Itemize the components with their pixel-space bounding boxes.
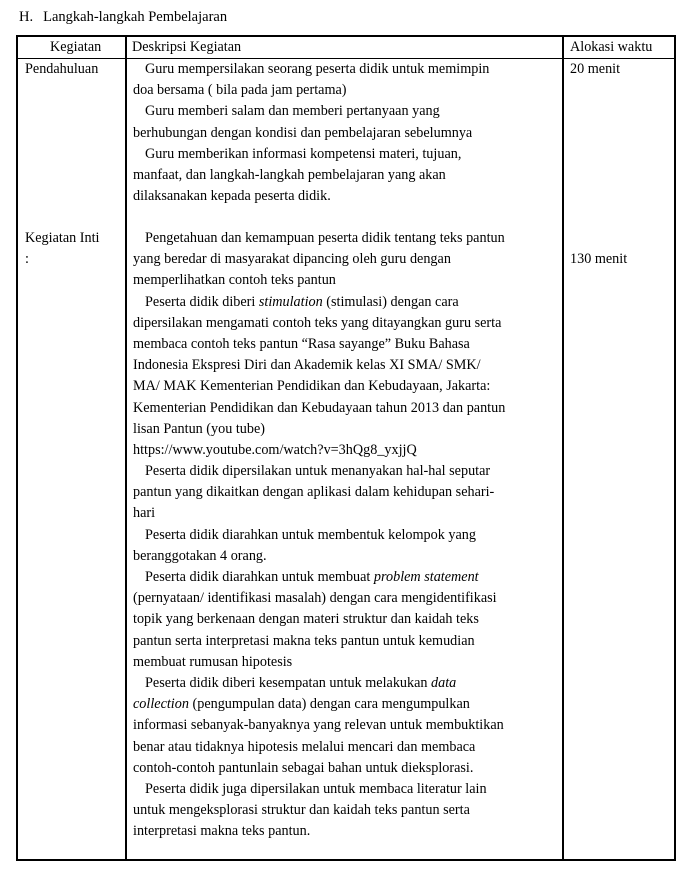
description-line: membaca contoh teks pantun “Rasa sayange” Buku Bahasa [133,335,470,352]
learning-steps-table [16,35,676,861]
description-line: dilaksanakan kepada peserta didik. [133,188,331,205]
italic-term: stimulation [258,293,323,310]
description-line: pantun yang dikaitkan dengan aplikasi dalam kehidupan sehari- [133,484,495,501]
description-line: doa bersama ( bila pada jam pertama) [133,82,347,99]
description-line: Peserta didik juga dipersilakan untuk membaca literatur lain [145,780,487,797]
description-line: topik yang berkenaan dengan materi struktur dan kaidah teks [133,611,479,628]
description-line: lisan Pantun (you tube) [133,420,266,437]
description-line: Peserta didik dipersilakan untuk menanyakan hal-hal seputar [145,463,491,480]
row-description-pendahuluan [133,59,558,207]
row-description-kegiatan-inti [133,228,558,842]
description-line: interpretasi makna teks pantun. [133,823,311,840]
activity-label-colon: : [25,251,29,268]
description-line: Pengetahuan dan kemampuan peserta didik tentang teks pantun [145,230,505,246]
row-time-pendahuluan: 20 menit [570,61,621,77]
section-heading [19,9,227,26]
header-time: Alokasi waktu [570,39,653,55]
activity-label: Kegiatan Inti [25,230,100,246]
header-activity: Kegiatan [50,39,102,55]
description-line: Peserta didik diarahkan untuk membuat problem statement [145,569,479,585]
description-line: Guru memberi salam dan memberi pertanyaan yang [145,103,440,120]
description-line: contoh-contoh pantunlain sebagai bahan untuk dieksplorasi. [133,759,474,776]
description-line: benar atau tidaknya hipotesis melalui mencari dan membaca [133,738,476,755]
description-line: pantun serta interpretasi makna teks pantun untuk kemudian [133,632,475,649]
description-line: dipersilakan mengamati contoh teks yang ditayangkan guru serta [133,314,502,331]
description-line: (pernyataan/ identifikasi masalah) dengan cara mengidentifikasi [133,590,497,607]
description-line: Guru mempersilakan seorang peserta didik untuk memimpin [145,61,490,77]
header-description: Deskripsi Kegiatan [132,39,242,55]
description-line: berhubungan dengan kondisi dan pembelajaran sebelumnya [133,124,473,141]
description-line: membuat rumusan hipotesis [133,653,293,670]
section-letter: H. [19,9,34,25]
italic-term: problem statement [373,569,479,585]
description-line: manfaat, dan langkah-langkah pembelajaran yang akan [133,166,446,183]
description-line: memperlihatkan contoh teks pantun [133,272,336,289]
youtube-link[interactable]: https://www.youtube.com/watch?v=3hQg8_yxjjQ [133,441,417,458]
description-line: Guru memberikan informasi kompetensi materi, tujuan, [145,145,462,162]
description-line: Peserta didik diberi kesempatan untuk melakukan data [145,674,457,691]
section-title: Langkah-langkah Pembelajaran [43,9,228,25]
description-line: collection (pengumpulan data) dengan cara mengumpulkan [133,696,470,713]
description-line: untuk mengeksplorasi struktur dan kaidah teks pantun serta [133,802,470,819]
column-divider [562,37,564,859]
description-line: Indonesia Ekspresi Diri dan Akademik kelas XI SMA/ SMK/ [133,357,481,374]
column-divider [125,37,127,859]
description-line: hari [133,505,156,522]
description-line: Kementerian Pendidikan dan Kebudayaan tahun 2013 dan pantun [133,399,506,416]
description-line: Peserta didik diberi stimulation (stimulasi) dengan cara [145,293,459,310]
italic-term: collection [133,696,189,713]
description-line: informasi sebanyak-banyaknya yang relevan untuk membuktikan [133,717,504,734]
row-time-kegiatan-inti: 130 menit [570,251,628,267]
description-line: MA/ MAK Kementerian Pendidikan dan Kebudayaan, Jakarta: [133,378,491,395]
row-activity-kegiatan-inti [25,228,99,270]
italic-term: data [431,674,457,691]
description-line: beranggotakan 4 orang. [133,547,267,564]
description-line: yang beredar di masyarakat dipancing oleh guru dengan [133,251,451,268]
description-line: Peserta didik diarahkan untuk membentuk kelompok yang [145,526,476,543]
row-activity-pendahuluan: Pendahuluan [25,61,99,77]
